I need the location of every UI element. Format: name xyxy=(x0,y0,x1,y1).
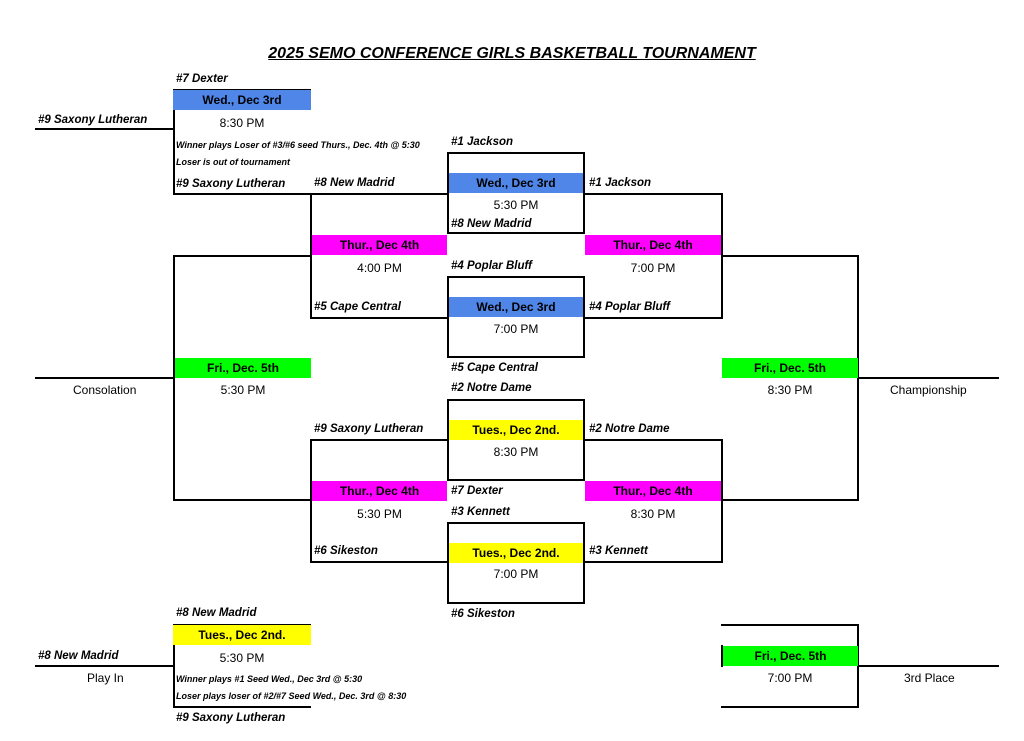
playin-top-team-a: #7 Dexter xyxy=(176,73,228,85)
consolation-label: Consolation xyxy=(73,383,137,397)
semi-time: 8:30 PM xyxy=(630,507,676,521)
qf-time: 5:30 PM xyxy=(493,198,539,212)
cs-top-team: #8 New Madrid xyxy=(314,177,395,189)
cs-top-team: #9 Saxony Lutheran xyxy=(314,423,424,435)
playin-bottom-team-b: #9 Saxony Lutheran xyxy=(176,712,286,724)
playin-top-date: Wed., Dec 3rd xyxy=(173,90,311,110)
qf-date: Tues., Dec 2nd. xyxy=(449,420,583,440)
playin-bottom-note-1: Winner plays #1 Seed Wed., Dec 3rd @ 5:30 xyxy=(176,674,363,684)
qf-date: Wed., Dec 3rd xyxy=(449,173,583,193)
playin-top-team-b: #9 Saxony Lutheran xyxy=(176,178,286,190)
playin-top-note-1: Winner plays Loser of #3/#6 seed Thurs., Dec. 4th @ 5:30 xyxy=(176,140,420,150)
qf-time: 7:00 PM xyxy=(493,322,539,336)
qf-top-team: #2 Notre Dame xyxy=(451,382,532,394)
playin-bottom-date: Tues., Dec 2nd. xyxy=(173,625,311,645)
consolation-date: Fri., Dec. 5th xyxy=(175,358,311,378)
qf-date: Tues., Dec 2nd. xyxy=(449,543,583,563)
championship-label: Championship xyxy=(890,383,967,397)
cs-date: Thur., Dec 4th xyxy=(312,235,447,255)
championship-time: 8:30 PM xyxy=(767,383,813,397)
playin-top-time: 8:30 PM xyxy=(219,116,265,130)
qf-date: Wed., Dec 3rd xyxy=(449,297,583,317)
third-place-time: 7:00 PM xyxy=(767,671,813,685)
cs-time: 4:00 PM xyxy=(357,261,402,275)
semi-top-team: #2 Notre Dame xyxy=(589,423,670,435)
semi-top-team: #1 Jackson xyxy=(589,177,652,189)
playin-label: Play In xyxy=(87,671,124,685)
third-place-date: Fri., Dec. 5th xyxy=(723,646,858,666)
playin-top-note-2: Loser is out of tournament xyxy=(176,157,291,167)
playin-bottom-team-a: #8 New Madrid xyxy=(176,607,257,619)
cs-time: 5:30 PM xyxy=(357,507,402,521)
semi-bottom-team: #3 Kennett xyxy=(589,545,648,557)
consolation-time: 5:30 PM xyxy=(220,383,266,397)
qf-top-team: #1 Jackson xyxy=(451,136,514,148)
cs-date: Thur., Dec 4th xyxy=(312,481,447,501)
cs-bottom-team: #5 Cape Central xyxy=(314,301,401,313)
qf-bottom-team: #7 Dexter xyxy=(451,485,503,497)
playin-top-left-team: #9 Saxony Lutheran xyxy=(38,114,148,126)
qf-top-team: #3 Kennett xyxy=(451,506,510,518)
playin-bottom-time: 5:30 PM xyxy=(219,651,265,665)
playin-bottom-note-2: Loser plays loser of #2/#7 Seed Wed., Dec. 3rd @ 8:30 xyxy=(176,691,407,701)
qf-bottom-team: #5 Cape Central xyxy=(451,362,538,374)
semi-time: 7:00 PM xyxy=(630,261,676,275)
qf-top-team: #4 Poplar Bluff xyxy=(451,260,532,272)
semi-bottom-team: #4 Poplar Bluff xyxy=(589,301,670,313)
semi-date: Thur., Dec 4th xyxy=(585,481,721,501)
qf-bottom-team: #6 Sikeston xyxy=(451,608,515,620)
semi-date: Thur., Dec 4th xyxy=(585,235,721,255)
qf-time: 7:00 PM xyxy=(493,567,539,581)
cs-bottom-team: #6 Sikeston xyxy=(314,545,378,557)
championship-date: Fri., Dec. 5th xyxy=(722,358,858,378)
third-place-label: 3rd Place xyxy=(904,671,955,685)
page-title: 2025 SEMO CONFERENCE GIRLS BASKETBALL TOURNAMENT xyxy=(268,45,756,62)
qf-bottom-team: #8 New Madrid xyxy=(451,218,532,230)
playin-bottom-left-team: #8 New Madrid xyxy=(38,650,119,662)
qf-time: 8:30 PM xyxy=(493,445,539,459)
